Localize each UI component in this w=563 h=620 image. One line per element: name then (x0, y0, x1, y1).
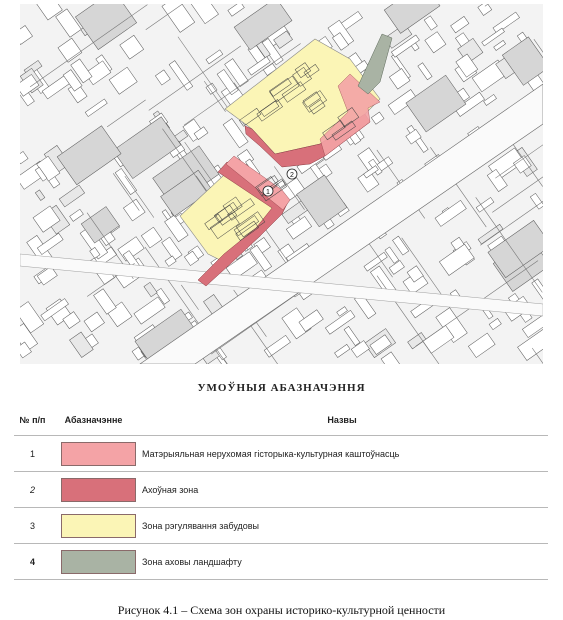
legend-row-no: 3 (14, 508, 51, 544)
legend-row (14, 544, 548, 580)
legend-row-name: Зона аховы ландшафту (136, 544, 548, 580)
legend-row-no: 2 (14, 472, 51, 508)
legend-table (14, 405, 548, 580)
legend-row-no: 4 (14, 544, 51, 580)
legend-header-no: № п/п (14, 405, 51, 436)
svg-text:2: 2 (290, 172, 294, 179)
marker-2 (287, 169, 297, 179)
legend-title: УМОЎНЫЯ АБАЗНАЧЭННЯ (197, 382, 366, 394)
legend-swatch-landscape-zone (61, 550, 136, 574)
legend-row (14, 436, 548, 472)
legend-swatch-protection-zone (61, 478, 136, 502)
legend-header-name: Назвы (136, 405, 548, 436)
legend-row (14, 472, 548, 508)
legend-row-name: Матэрыяльная нерухомая гісторыка-культурная каштоўнасць (136, 436, 548, 472)
svg-text:1: 1 (266, 189, 270, 196)
legend-header-symbol: Абазначэнне (51, 405, 136, 436)
legend-row (14, 508, 548, 544)
map-drawing (20, 4, 543, 364)
map-area (20, 4, 543, 364)
marker-1 (263, 186, 273, 196)
legend-swatch-regulation-zone (61, 514, 136, 538)
figure-caption: Рисунок 4.1 – Схема зон охраны историко-культурной ценности (117, 603, 446, 617)
legend-row-no: 1 (14, 436, 51, 472)
legend-row-name: Зона рэгулявання забудовы (136, 508, 548, 544)
legend-swatch-material-value (61, 442, 136, 466)
legend-row-name: Ахоўная зона (136, 472, 548, 508)
legend-header-row (14, 405, 548, 436)
